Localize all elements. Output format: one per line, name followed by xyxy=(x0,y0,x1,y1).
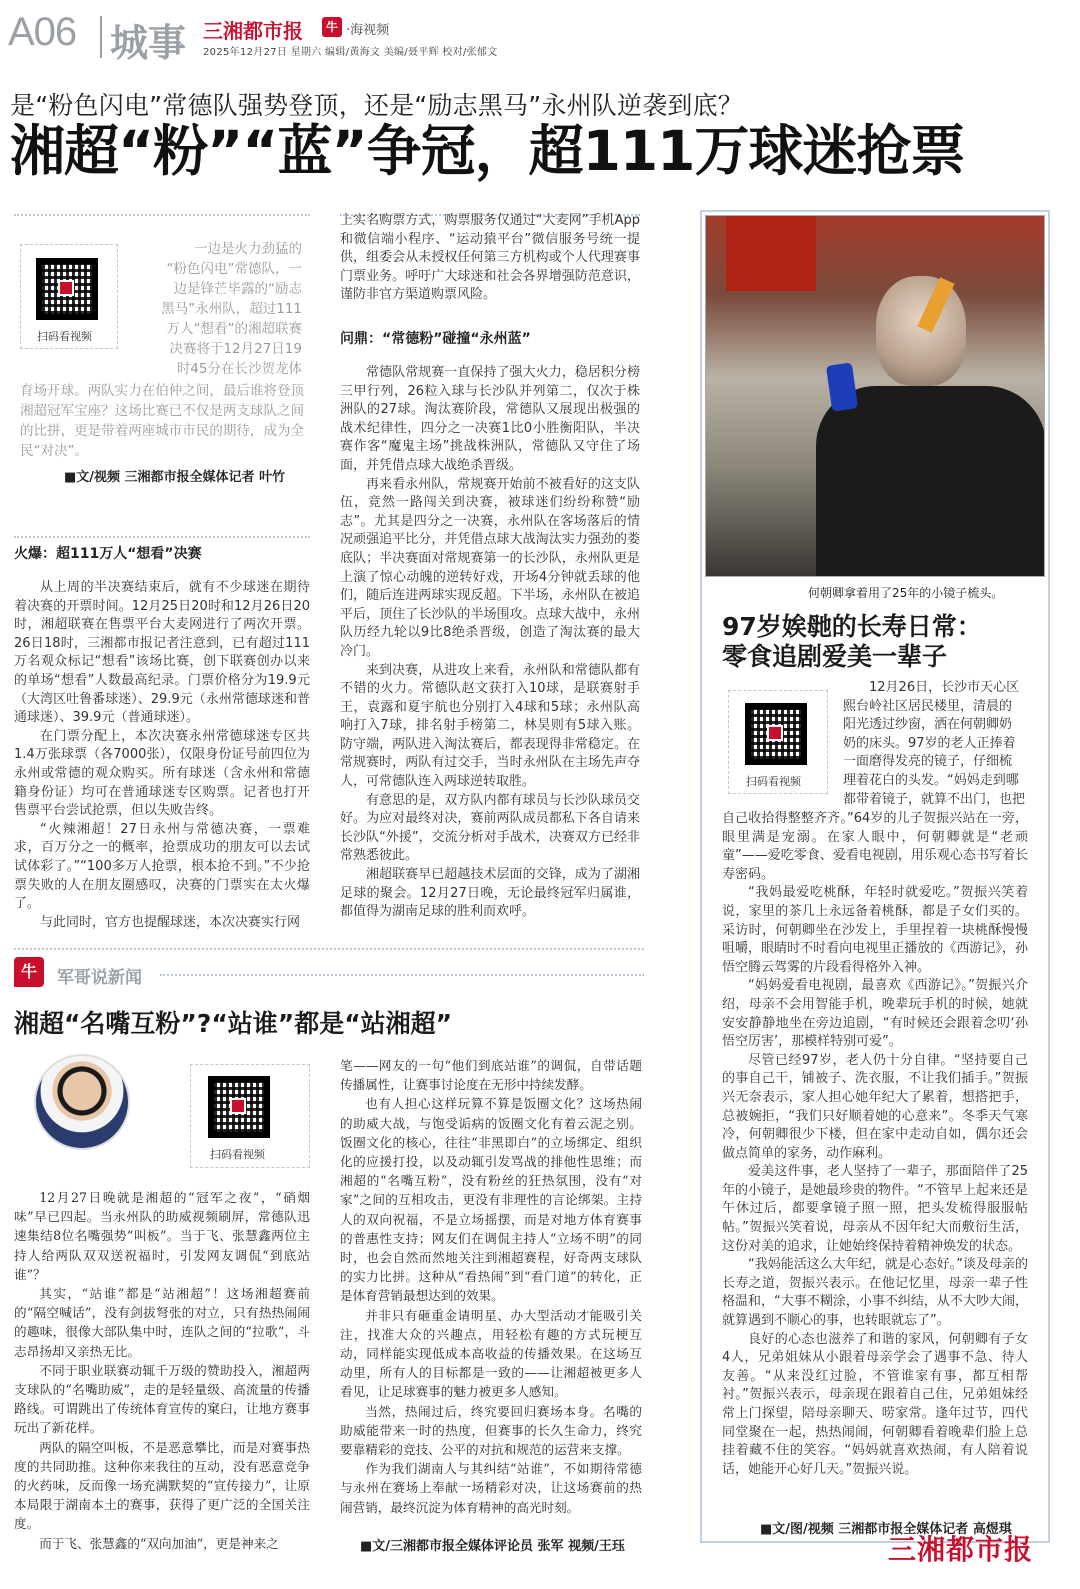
side-byline: ■文/图/视频 三湘都市报全媒体记者 高煜琪 xyxy=(760,1522,1012,1537)
paragraph: 常德队常规赛一直保持了强大火力，稳居积分榜三甲行列，26粒入球与长沙队并列第二，仅次于株洲队的27球。淘汰赛阶段，常德队又展现出极强的战术纪律性，四分之一决赛1比0小胜衡阳队，半决赛作客“魔鬼主场”挑战株洲队，常德队又守住了场面，并凭借点球大战绝杀晋级。 xyxy=(340,365,640,473)
qr-logo-icon xyxy=(58,280,74,296)
lead-line: 万人“想看”的湘超联赛 xyxy=(166,321,302,337)
main-byline: ■文/视频 三湘都市报全媒体记者 叶竹 xyxy=(64,470,286,485)
issue-meta: 2025年12月27日 星期六 编辑/黄海文 美编/聂平辉 校对/张郁文 xyxy=(203,47,498,58)
lead-line: 黑马”永州队，超过111 xyxy=(161,301,302,317)
paragraph: 其实，“站谁”都是“站湘超”！这场湘超赛前的“隔空喊话”，没有剑拔弩张的对立，只有热热闹闹的趣味，很像大部队集中时，连队之间的“拉歌”，斗志昂扬却又亲热无比。 xyxy=(14,1286,310,1359)
door-couplet-decoration xyxy=(726,216,816,291)
paragraph: 不同于职业联赛动辄千万级的赞助投入，湘超两支球队的“名嘴助威”，走的是轻量级、高流量的传播路线。可谓跳出了传统体育宣传的窠臼，让地方赛事玩出了新花样。 xyxy=(14,1362,310,1436)
video-label: ·海视频 xyxy=(346,23,390,38)
paragraph: 笔——网友的一句“他们到底站谁”的调侃，自带话题传播属性，让赛事讨论度在无形中持续发酵。 xyxy=(340,1058,642,1093)
main-subtitle: 是“粉色闪电”常德队强势登顶，还是“励志黑马”永州队逆袭到底？ xyxy=(10,91,744,120)
page-number: A06 xyxy=(8,10,77,54)
lead-line: 理着花白的头发。“妈妈走到哪 xyxy=(843,772,1019,788)
column-name-rule xyxy=(160,974,644,976)
paragraph: 两队的隔空叫板，不是恶意攀比，而是对赛事热度的共同助推。这种你来我往的互动，没有恶意竞争的火药味，反而像一场充满默契的“宣传接力”，让原本局限于湖南本土的赛事，获得了更广泛的全国关注度。 xyxy=(14,1439,310,1532)
column2-top: 上实名购票方式，购票服务仅通过“大麦网”手机App和微信端小程序、“运动猿平台”微信服务号统一提供，组委会从未授权任何第三方机构或个人代理赛事门票业务。呼吁广大球迷和社会各界增强防范意识，谨防非官方渠道购票风险。 xyxy=(340,213,640,303)
paragraph: 也有人担心这样玩算不算是饭圈文化？这场热闹的助威大战，与饱受诟病的饭圈文化有着云泥之别。饭圈文化的核心，往往“非黑即白”的立场绑定、组织化的应援打投，以及动辄引发骂战的排他性思维；而湘超的“名嘴互粉”，没有粉丝的狂热氛围，没有“对家”之间的互相攻击，更没有非理性的言论绑架。主持人的双向祝福，不是立场摇摆，而是对地方体育赛事的普惠性支持；网友们在调侃主持人“立场不明”的同时，也会自然而然地关注到湘超赛程，好奇两支球队的实力比拼。这种从“看热闹”到“看门道”的转化，正是体育营销最想达到的效果。 xyxy=(340,1096,642,1304)
lead-continuation: 育场开球。两队实力在伯仲之间，最后谁将登顶湘超冠军宝座？这场比赛已不仅是两支球队之间的比拼，更是带着两座城市市民的期待，成为全民“对决”。 xyxy=(20,383,304,459)
photo-figure-head xyxy=(876,276,966,386)
main-headline: 湘超“粉”“蓝”争冠，超111万球迷抢票 xyxy=(10,119,965,183)
paragraph: 良好的心态也滋养了和谐的家风，何朝卿有子女4人，兄弟姐妹从小跟着母亲学会了遇事不急、待人友善。“从来没红过脸，不管谁家有事，都互相帮衬。”贺振兴表示，母亲现在跟着自己住，兄弟姐妹经常上门探望，陪母亲聊天、唠家常。逢年过节，四代同堂聚在一起，热热闹闹，何朝卿看着晚辈们脸上总挂着藏不住的笑容。“妈妈就喜欢热闹，有人陪着说话，她能开心好几天。”贺振兴说。 xyxy=(722,1331,1028,1477)
qr-logo-icon xyxy=(230,1098,246,1114)
video-logo-icon: 牛 xyxy=(322,17,342,37)
lead-line: 阳光透过纱窗，洒在何朝卿奶 xyxy=(843,717,1013,733)
qr-code[interactable] xyxy=(745,703,807,765)
paragraph: 与此同时，官方也提醒球迷，本次决赛实行网 xyxy=(40,914,301,930)
lead-line: 一面磨得发亮的镜子，仔细梳 xyxy=(843,754,1013,770)
section1-body xyxy=(14,579,310,932)
section-name: 城事 xyxy=(110,20,187,65)
paragraph: “妈妈爱看电视剧，最喜欢《西游记》。”贺振兴介绍，母亲不会用智能手机，晚辈玩手机的时候，她就安安静静地坐在旁边追剧，“有时候还会跟着念叨‘孙悟空厉害’，那模样特别可爱”。 xyxy=(722,978,1028,1050)
lead-line: “粉色闪电”常德队，一 xyxy=(166,261,302,277)
section1-title: 火爆：超111万人“想看”决赛 xyxy=(14,546,202,562)
commentary-column-name: 军哥说新闻 xyxy=(57,968,142,988)
lead-line: 奶的床头。97岁的老人正捧着 xyxy=(843,735,1016,751)
masthead-divider xyxy=(100,16,102,58)
side-body xyxy=(722,810,1028,1479)
paragraph: 来到决赛，从进攻上来看，永州队和常德队都有不错的火力。常德队赵文获打入10球，是联赛射手王，袁露和夏宇航也分别打入4球和5球；永州队高响打入7球，排名射手榜第二，林昊则有5球入账。防守端，两队进入淘汰赛后，都表现得非常稳定。在常规赛时，两队有过交手，当时永州队在主场先声夺人，可常德队连入两球逆转取胜。 xyxy=(340,662,640,790)
paragraph: 在门票分配上，本次决赛永州常德球迷专区共1.4万张球票（各7000张），仅限身份证号前四位为永州或常德的观众购买。所有球迷（含永州和常德籍身份证）均可在普通球迷专区购票。记者也打开售票平台尝试抢票，但以失败告终。 xyxy=(14,728,310,819)
column-rule xyxy=(14,214,310,216)
newspaper-brand: 三湘都市报 xyxy=(203,19,303,43)
lead-line: 时45分在长沙贺龙体 xyxy=(176,361,302,377)
qr-logo-icon xyxy=(767,725,783,741)
qr-label: 扫码看视频 xyxy=(37,330,92,343)
footer-brand-logo: 三湘都市报 xyxy=(888,1533,1034,1566)
photo-figure-body xyxy=(816,386,1045,577)
paragraph: “火辣湘超！27日永州与常德决赛，一票难求，百万分之一的概率，抢票成功的朋友可以去试试体彩了。”“100多万人抢票，根本抢不到。”不少抢票失败的人在朋友圈感叹，决赛的门票实在太火爆了。 xyxy=(14,821,310,912)
paragraph: 当然，热闹过后，终究要回归赛场本身。名嘴的助威能带来一时的热度，但赛事的长久生命力，终究要靠精彩的竞技、公平的对抗和规范的运营来支撑。 xyxy=(340,1403,642,1458)
lead-line: 12月26日，长沙市天心区 xyxy=(869,680,1020,695)
paragraph: 从上周的半决赛结束后，就有不少球迷在期待着决赛的开票时间。12月25日20时和12月26日20时，湘超联赛在售票平台大麦网进行了两次开票。26日18时，三湘都市报记者注意到，已有超过111万名观众标记“想看”该场比赛，创下联赛创办以来的单场“想看”人数最高纪录。门票价格分为19.9元（大湾区吐鲁番球迷）、29.9元（永州常德球迷和普通球迷）、39.9元（普通球迷）。 xyxy=(14,580,310,726)
paragraph: “我妈最爱吃桃酥，年轻时就爱吃。”贺振兴笑着说，家里的茶几上永远备着桃酥，都是子女们买的。采访时，何朝卿坐在沙发上，手里捏着一块桃酥慢慢咀嚼，眼睛时不时看向电视里正播放的《西游记》，孙悟空腾云驾雾的片段看得格外入神。 xyxy=(722,885,1028,975)
paragraph: 作为我们湖南人与其纠结“站谁”，不如期待常德与永州在赛场上奉献一场精彩对决，让这场赛前的热闹营销，最终沉淀为体育精神的高光时刻。 xyxy=(340,1461,642,1515)
photo-caption: 何朝卿拿着用了25年的小镜子梳头。 xyxy=(808,586,1004,600)
lead-line: 一边是火力劲猛的 xyxy=(194,241,302,257)
qr-code[interactable] xyxy=(36,258,98,320)
lead-paragraph xyxy=(140,239,302,379)
section2-title: 问鼎：“常德粉”碰撞“永州蓝” xyxy=(340,331,531,347)
paragraph: 尽管已经97岁，老人仍十分自律。“坚持要自己的事自己干，铺被子、洗衣服，不让我们插手。”贺振兴无奈表示，家人担心她年纪大了累着，想搭把手，总被婉拒，“我们只好顺着她的心意来”。冬季天气寒冷，何朝卿很少下楼，但在家中走动自如，偶尔还会做点简单的家务，动作麻利。 xyxy=(722,1052,1028,1161)
side-headline-line: 零食追剧爱美一辈子 xyxy=(722,642,948,671)
column-logo-icon: 牛 xyxy=(14,957,44,987)
qr-label: 扫码看视频 xyxy=(746,775,801,788)
elderly-woman-photo xyxy=(705,215,1045,577)
qr-code[interactable] xyxy=(208,1076,270,1138)
paragraph: 有意思的是，双方队内都有球员与长沙队球员交好。为应对最终对决，赛前两队成员都私下各自请来长沙队“外援”，交流分析对手战术，决赛双方已经非常熟悉彼此。 xyxy=(340,792,640,864)
paragraph: 湘超联赛早已超越技术层面的交锋，成为了湖湘足球的聚会。12月27日晚，无论最终冠军归属谁，都值得为湖南足球的胜利而欢呼。 xyxy=(340,867,640,920)
side-lead xyxy=(843,679,1027,809)
paragraph: 再来看永州队，常规赛开始前不被看好的这支队伍，竟然一路闯关到决赛，被球迷们纷纷称赞“励志”。尤其是四分之一决赛，永州队在客场落后的情况顽强追平比分，并凭借点球大战淘汰实力强劲的娄底队；半决赛面对常规赛第一的长沙队，永州队更是上演了惊心动魄的逆转好戏，开场4分钟就丢球的他们，随后连进两球实现反超。下半场，永州队在被追平后，顶住了长沙队的半场围攻。点球大战中，永州队历经九轮以9比8绝杀晋级，创造了淘汰赛的最大冷门。 xyxy=(340,476,640,659)
lead-line: 决赛将于12月27日19 xyxy=(169,341,302,357)
commentary-headline: 湘超“名嘴互粉”?“站谁”都是“站湘超” xyxy=(14,1009,453,1038)
qr-label: 扫码看视频 xyxy=(210,1148,265,1161)
column-rule xyxy=(14,536,310,538)
paragraph: 12月27日晚就是湘超的“冠军之夜”，“硝烟味”早已四起。当永州队的助威视频刷屏，常德队迅速集结8位名嘴强势“叫板”。当于飞、张慧鑫两位主持人给两队双双送祝福时，引发网友调侃“到底站谁”？ xyxy=(14,1190,310,1282)
commentary-col2 xyxy=(340,1056,642,1517)
lead-line: 熙台岭社区居民楼里，清晨的 xyxy=(843,698,1013,714)
lead-line: 都带着镜子，就算不出门，也把 xyxy=(843,791,1026,807)
mirror-icon xyxy=(826,362,858,411)
side-headline-line: 97岁娭毑的长寿日常： xyxy=(722,612,982,641)
paragraph: 并非只有砸重金请明星、办大型活动才能吸引关注，找准大众的兴趣点，用轻松有趣的方式玩梗互动，同样能实现低成本高收益的传播效果。在这场互动里，所有人的目标都是一致的——让湘超被更多人看见，让足球赛事的魅力被更多人感知。 xyxy=(340,1307,642,1400)
section2-body xyxy=(340,364,640,922)
paragraph: 爱美这件事，老人坚持了一辈子，那面陪伴了25年的小镜子，是她最珍贵的物件。“不管早上起来还是午休过后，都要拿镜子照一照，把头发梳得服服帖帖。”贺振兴笑着说，母亲从不因年纪大而敷衍生活，这份对美的追求，让她始终保持着精神焕发的状态。 xyxy=(722,1164,1028,1254)
lead-line: 边是锋芒毕露的“励志 xyxy=(173,281,302,297)
side-headline xyxy=(722,612,982,672)
paragraph: “我妈能活这么大年纪，就是心态好。”谈及母亲的长寿之道，贺振兴表示。在他记忆里，母亲一辈子性格温和，“大事不糊涂，小事不纠结，从不大吵大闹，就算遇到不顺心的事，也转眼就忘了”。 xyxy=(722,1257,1028,1329)
commentary-col1 xyxy=(14,1188,310,1553)
paragraph: 而于飞、张慧鑫的“双向加油”，更是神来之 xyxy=(39,1535,279,1551)
section-rule xyxy=(14,948,644,950)
commentary-byline: ■文/三湘都市报全媒体评论员 张军 视频/王珏 xyxy=(360,1539,625,1554)
paragraph: 自己收拾得整整齐齐。”64岁的儿子贺振兴站在一旁，眼里满是宠溺。在家人眼中，何朝卿就是“老顽童”——爱吃零食、爱看电视剧，用乐观心态书写着长寿密码。 xyxy=(722,811,1028,882)
author-avatar xyxy=(34,1054,130,1150)
